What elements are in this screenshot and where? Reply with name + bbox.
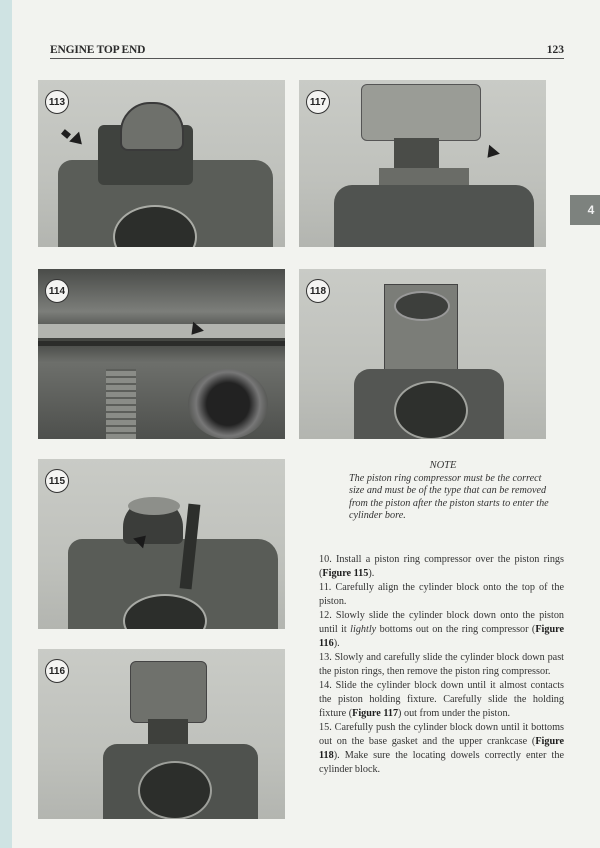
- figure-number-badge: 113: [45, 90, 69, 114]
- crank-bore-shape: [138, 761, 212, 819]
- piston-ring-band: [38, 324, 285, 338]
- procedure-steps: [319, 553, 564, 777]
- figure-number-badge: 117: [306, 90, 330, 114]
- piston-top-shape: [128, 497, 180, 515]
- step-15: 15. Carefully push the cylinder block down until it bottoms out on the base gasket and the upper crankcase (Figure 118). Make sure the locating dowels correctly enter the cylinder block.: [319, 722, 565, 775]
- note-box: [349, 460, 557, 523]
- page-header: [50, 41, 564, 59]
- figure-115: [38, 459, 285, 629]
- figure-117: [299, 80, 546, 247]
- piston-ring-groove: [38, 341, 285, 346]
- figure-reference[interactable]: Figure 116: [319, 624, 565, 649]
- note-title: NOTE: [429, 460, 457, 471]
- figure-118: [299, 269, 546, 439]
- cylinder-block-shape: [361, 84, 481, 141]
- chapter-tab[interactable]: 4: [570, 195, 600, 225]
- page-number: 123: [546, 44, 564, 56]
- section-title: ENGINE TOP END: [50, 44, 146, 56]
- step-13: 13. Slowly and carefully slide the cylinder block down past the piston rings, then remove the piston ring compressor.: [319, 652, 564, 677]
- cylinder-bore-shape: [394, 291, 450, 321]
- figure-reference[interactable]: Figure 118: [319, 736, 564, 761]
- figure-number-badge: 116: [45, 659, 69, 683]
- figure-113: [38, 80, 285, 247]
- wrist-pin-bore: [188, 369, 268, 439]
- figure-116: [38, 649, 285, 819]
- crank-bore-shape: [394, 381, 468, 439]
- arrow-icon-tail: [61, 129, 71, 139]
- step-12: 12. Slowly slide the cylinder block down onto the piston until it lightly bottoms out on the ring compressor (Figure 116).: [319, 610, 565, 649]
- piston-shape: [120, 102, 184, 151]
- cylinder-block-shape: [130, 661, 207, 723]
- step-14: 14. Slide the cylinder block down until it almost contacts the piston holding fixture. Carefully slide the holding fixture (Figure 117) out from under the piston.: [319, 680, 565, 719]
- arrow-icon: [482, 145, 500, 162]
- figure-114: [38, 269, 285, 439]
- figure-number-badge: 115: [45, 469, 69, 493]
- arrow-icon: [69, 132, 87, 150]
- figure-number-badge: 114: [45, 279, 69, 303]
- step-10: 10. Install a piston ring compressor over the piston rings (Figure 115).: [319, 554, 564, 579]
- manual-page: [12, 0, 600, 848]
- figure-reference[interactable]: Figure 117: [352, 708, 399, 719]
- crankcase-shape: [334, 185, 534, 247]
- piston-skirt-grid: [106, 369, 136, 439]
- figure-reference[interactable]: Figure 115: [322, 568, 369, 579]
- step-11: 11. Carefully align the cylinder block onto the top of the piston.: [319, 582, 565, 607]
- figure-number-badge: 118: [306, 279, 330, 303]
- note-text: The piston ring compressor must be the correct size and must be of the type that can be removed from the piston after the piston starts to enter the cylinder bore.: [349, 472, 549, 522]
